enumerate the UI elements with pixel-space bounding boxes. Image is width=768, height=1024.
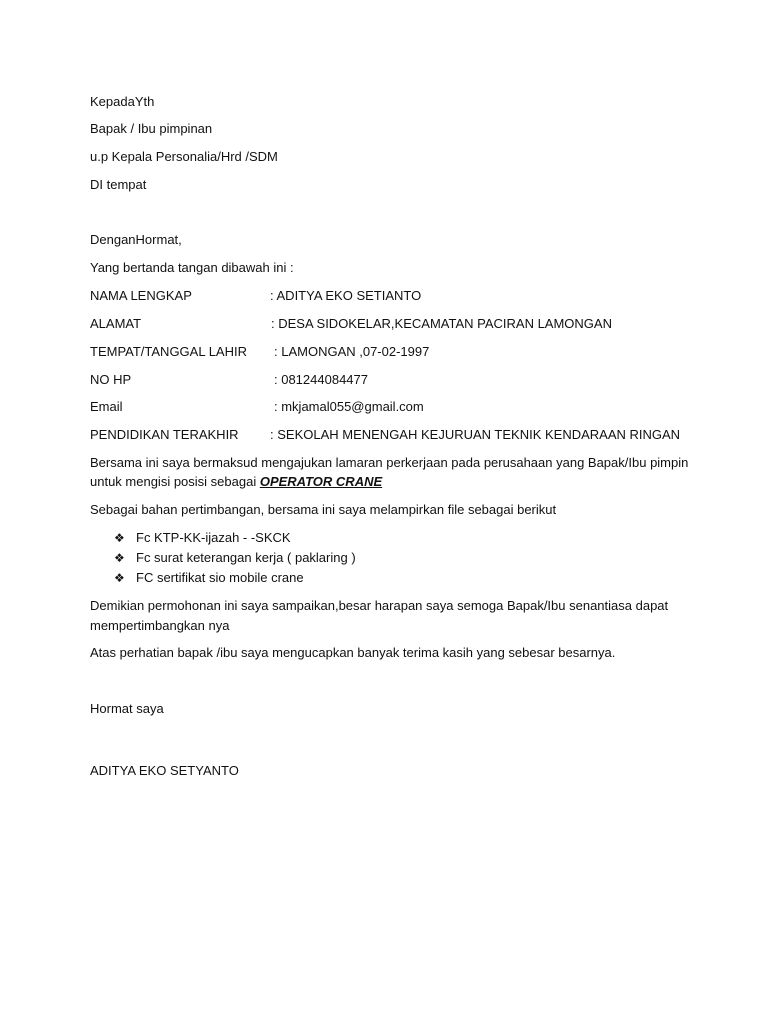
field-value-name: : ADITYA EKO SETIANTO <box>270 288 422 303</box>
field-label-phone: NO HP <box>90 372 132 387</box>
field-value-birth: : LAMONGAN ,07-02-1997 <box>274 344 430 359</box>
diamond-bullet-icon: ❖ <box>114 531 125 545</box>
signature-name: ADITYA EKO SETYANTO <box>90 763 239 778</box>
attachment-text: Fc surat keterangan kerja ( paklaring ) <box>136 550 356 565</box>
recipient-line-3: u.p Kepala Personalia/Hrd /SDM <box>90 149 278 164</box>
application-line-2 <box>90 474 382 490</box>
field-label-address: ALAMAT <box>90 316 142 331</box>
attachment-text: FC sertifikat sio mobile crane <box>136 570 304 585</box>
field-value-address: : DESA SIDOKELAR,KECAMATAN PACIRAN LAMONGAN <box>271 316 612 331</box>
closing-line-1: Demikian permohonan ini saya sampaikan,besar harapan saya semoga Bapak/Ibu senantiasa dapat <box>90 598 669 613</box>
recipient-line-1: KepadaYth <box>90 94 155 109</box>
field-label-email: Email <box>90 399 123 414</box>
field-value-education: : SEKOLAH MENENGAH KEJURUAN TEKNIK KENDARAAN RINGAN <box>270 427 681 442</box>
position-name: OPERATOR CRANE <box>259 474 383 489</box>
salutation: DenganHormat, <box>90 232 182 247</box>
field-value-email: : mkjamal055@gmail.com <box>274 399 424 414</box>
attachment-item <box>114 530 291 546</box>
application-line-1: Bersama ini saya bermaksud mengajukan lamaran perkerjaan pada perusahaan yang Bapak/Ibu pimpin <box>90 455 689 470</box>
intro-text: Yang bertanda tangan dibawah ini : <box>90 260 294 275</box>
thanks-line: Atas perhatian bapak /ibu saya mengucapkan banyak terima kasih yang sebesar besarnya. <box>90 645 616 660</box>
closing-line-2: mempertimbangkan nya <box>90 618 230 633</box>
field-label-birth: TEMPAT/TANGGAL LAHIR <box>90 344 247 359</box>
attachment-item <box>114 570 304 586</box>
field-label-education: PENDIDIKAN TERAKHIR <box>90 427 239 442</box>
application-line-2-prefix: untuk mengisi posisi sebagai <box>90 474 260 489</box>
recipient-line-2: Bapak / Ibu pimpinan <box>90 121 213 136</box>
field-label-name: NAMA LENGKAP <box>90 288 192 303</box>
recipient-line-4: DI tempat <box>90 177 147 192</box>
field-value-phone: : 081244084477 <box>274 372 368 387</box>
attachments-intro: Sebagai bahan pertimbangan, bersama ini saya melampirkan file sebagai berikut <box>90 502 557 517</box>
attachment-text: Fc KTP-KK-ijazah - -SKCK <box>136 530 291 545</box>
signoff: Hormat saya <box>90 701 164 716</box>
diamond-bullet-icon: ❖ <box>114 571 125 585</box>
diamond-bullet-icon: ❖ <box>114 551 125 565</box>
attachment-item <box>114 550 356 566</box>
